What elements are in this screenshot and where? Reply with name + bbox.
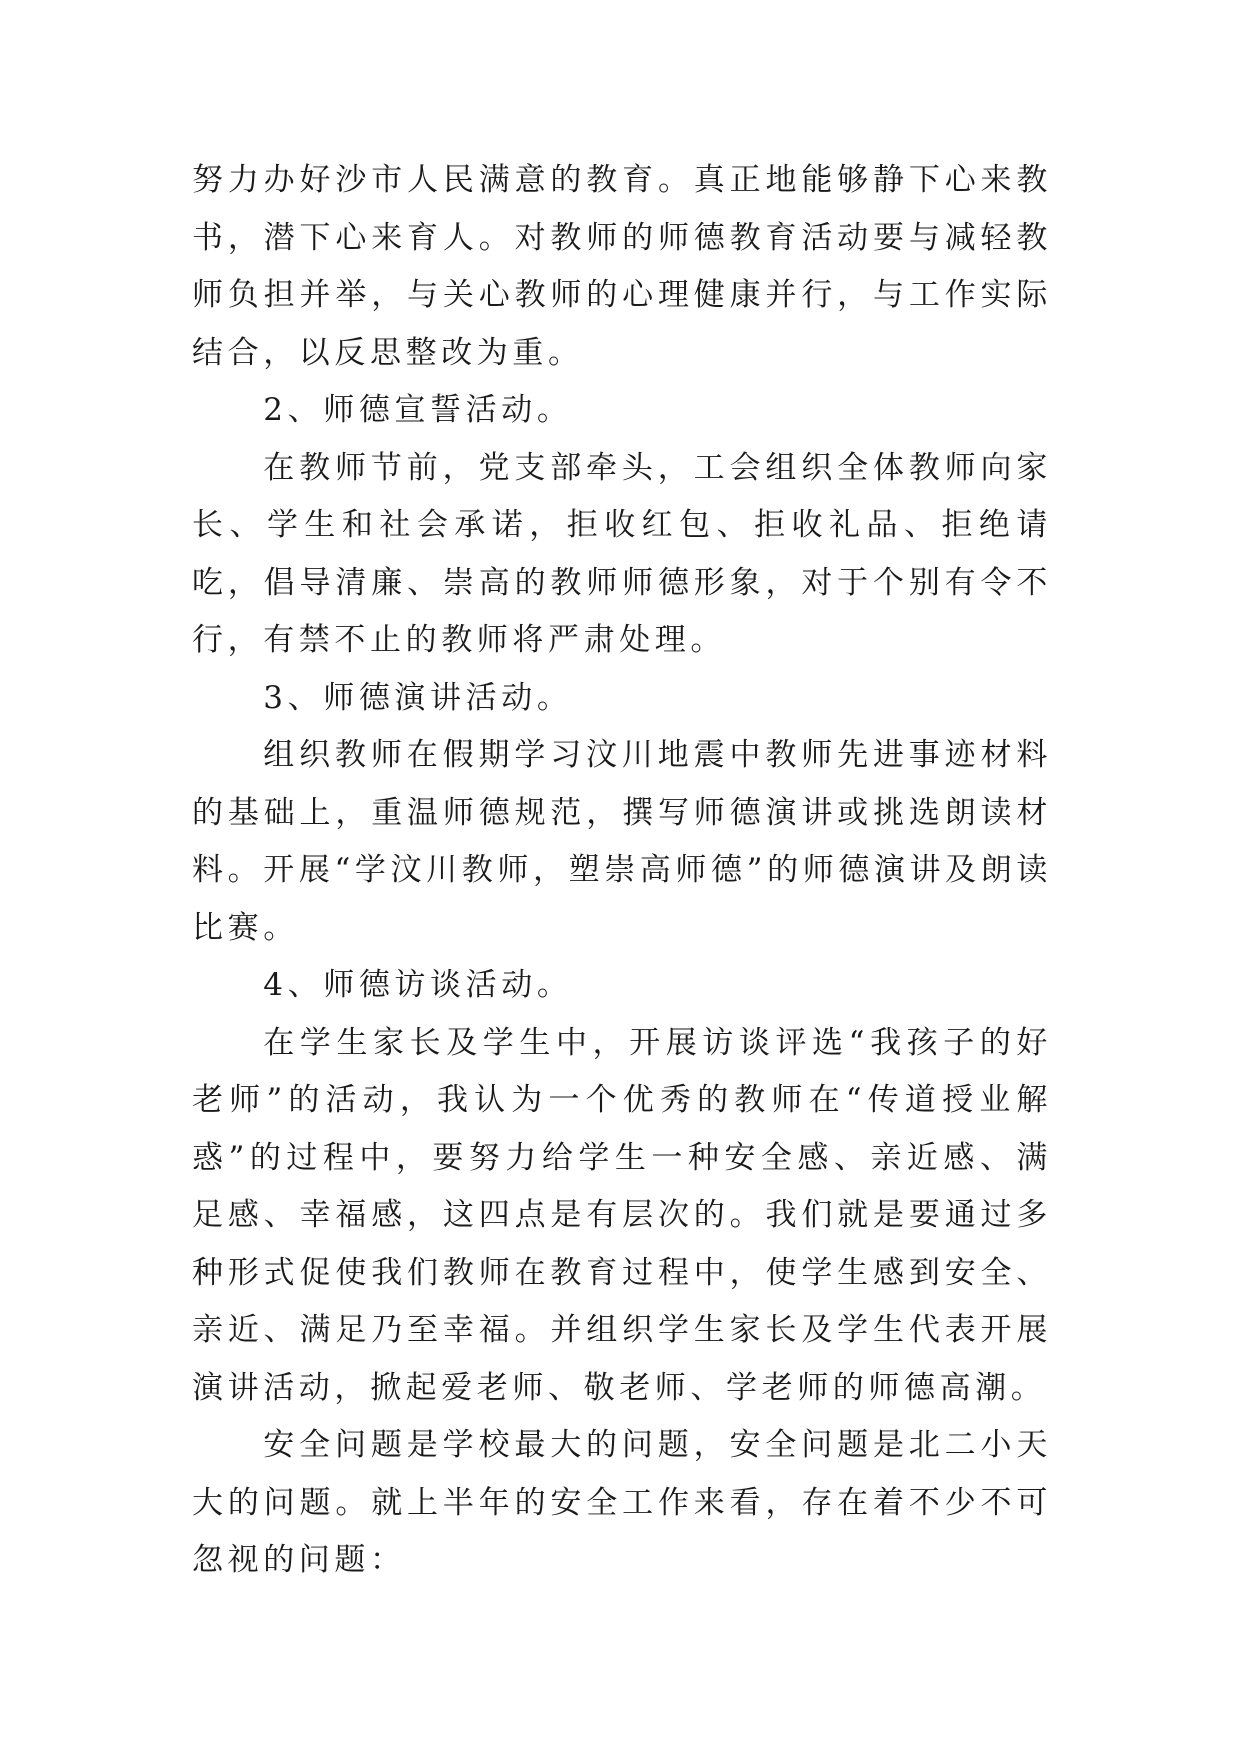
section-heading-4: 4、师德访谈活动。 xyxy=(263,967,573,1003)
paragraph-safety: 安全问题是学校最大的问题，安全问题是北二小天大的问题。就上半年的安全工作来看，存在着不少不可忽视的问题： xyxy=(192,1427,1052,1578)
paragraph-oath: 在教师节前，党支部牵头，工会组织全体教师向家长、学生和社会承诺，拒收红包、拒收礼品、拒绝请吃，倡导清廉、崇高的教师师德形象，对于个别有令不行，有禁不止的教师将严肃处理。 xyxy=(192,449,1052,658)
paragraph-continued: 努力办好沙市人民满意的教育。真正地能够静下心来教书，潜下心来育人。对教师的师德教育活动要与减轻教师负担并举，与关心教师的心理健康并行，与工作实际结合，以反思整改为重。 xyxy=(192,162,1052,371)
section-heading-3: 3、师德演讲活动。 xyxy=(263,679,573,716)
paragraph-interview: 在学生家长及学生中，开展访谈评选“我孩子的好老师”的活动，我认为一个优秀的教师在“传道授业解惑”的过程中，要努力给学生一种安全感、亲近感、满足感、幸福感，这四点是有层次的。我们就是要通过多种形式促使我们教师在教育过程中，使学生感到安全、亲近、满足乃至幸福。并组织学生家长及学生代表开展演讲活动，掀起爱老师、敬老师、学老师的师德高潮。 xyxy=(192,1024,1052,1406)
paragraph-speech: 组织教师在假期学习汶川地震中教师先进事迹材料的基础上，重温师德规范，撰写师德演讲或挑选朗读材料。开展“学汶川教师，塑崇高师德”的师德演讲及朗读比赛。 xyxy=(192,737,1052,946)
section-heading-2: 2、师德宣誓活动。 xyxy=(263,392,573,428)
document-page xyxy=(192,152,1052,1590)
